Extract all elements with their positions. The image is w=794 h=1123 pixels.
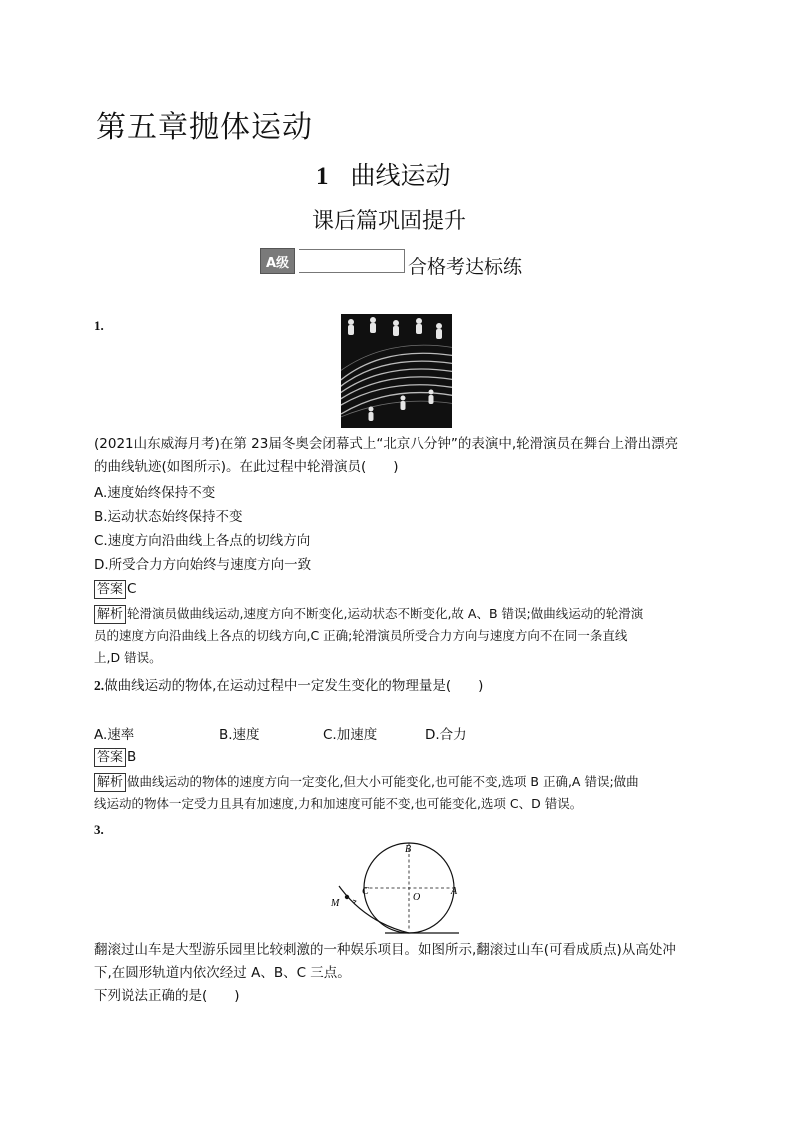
explanation-tag: 解析 — [94, 773, 126, 792]
section-number: 1 — [316, 163, 329, 190]
question-3-stem-line-2: 下,在圆形轨道内依次经过 A、B、C 三点。 — [94, 965, 351, 981]
question-1-option-b: B.运动状态始终保持不变 — [94, 509, 243, 525]
question-3-stem-line-1: 翻滚过山车是大型游乐园里比较刺激的一种娱乐项目。如图所示,翻滚过山车(可看成质点)从高处冲 — [94, 942, 676, 958]
skating-photo-image — [341, 314, 452, 428]
answer-tag: 答案 — [94, 580, 126, 599]
question-3-stem-line-3: 下列说法正确的是( ) — [94, 988, 240, 1004]
label-o: O — [413, 892, 421, 903]
level-header — [260, 248, 523, 278]
question-3-number: 3. — [94, 822, 104, 837]
answer-tag: 答案 — [94, 748, 126, 767]
label-a: A — [451, 886, 458, 897]
question-1-option-c: C.速度方向沿曲线上各点的切线方向 — [94, 533, 311, 549]
question-1-explanation-line-3: 上,D 错误。 — [94, 650, 162, 665]
question-2-option-c: C.加速度 — [323, 727, 378, 743]
question-1-answer — [94, 578, 136, 600]
question-2-stem: 做曲线运动的物体,在运动过程中一定发生变化的物理量是( ) — [104, 678, 484, 694]
question-2 — [94, 675, 483, 697]
question-2-explanation — [94, 771, 716, 815]
question-2-answer — [94, 746, 136, 768]
label-m: M — [331, 898, 340, 909]
question-2-explanation-line-2: 线运动的物体一定受力且具有加速度,力和加速度可能不变,也可能变化,选项 C、D 错误。 — [94, 796, 583, 811]
question-2-option-d: D.合力 — [425, 727, 467, 743]
question-1-option-d: D.所受合力方向始终与速度方向一致 — [94, 557, 312, 573]
level-badge: A级 — [260, 248, 295, 274]
question-1-stem — [94, 433, 716, 479]
cart-point — [345, 895, 349, 899]
question-2-answer-value: B — [127, 749, 137, 765]
question-1-number: 1. — [94, 318, 104, 333]
chapter-title: 第五章抛体运动 — [96, 110, 313, 145]
question-1-explanation-text-1: 轮滑演员做曲线运动,速度方向不断变化,运动状态不断变化,故 A、B 错误;做曲线运动的轮滑演 — [127, 606, 644, 621]
section-heading — [316, 156, 451, 192]
question-2-option-b: B.速度 — [219, 727, 260, 743]
question-2-option-a: A.速率 — [94, 727, 135, 743]
question-2-explanation-text-1: 做曲线运动的物体的速度方向一定变化,但大小可能变化,也可能不变,选项 B 正确,A 错误;做曲 — [127, 774, 639, 789]
question-1-answer-value: C — [127, 581, 137, 597]
question-3-stem — [94, 939, 716, 1008]
question-1-stem-line-1: (2021山东威海月考)在第 23届冬奥会闭幕式上“北京八分钟”的表演中,轮滑演员在舞台上滑出漂亮 — [94, 436, 679, 452]
section-title: 曲线运动 — [350, 161, 451, 190]
question-2-explanation-line-1 — [94, 771, 716, 793]
subtitle: 课后篇巩固提升 — [312, 209, 467, 234]
question-1-explanation-line-2: 员的速度方向沿曲线上各点的切线方向,C 正确;轮滑演员所受合力方向与速度方向不在同一条直线 — [94, 628, 628, 643]
label-b: B — [405, 844, 412, 855]
roller-coaster-diagram — [325, 838, 475, 934]
explanation-tag: 解析 — [94, 605, 126, 624]
question-1-stem-line-2: 的曲线轨迹(如图所示)。在此过程中轮滑演员( ) — [94, 459, 399, 475]
level-badge-underline — [299, 249, 405, 273]
level-label: 合格考达标练 — [408, 255, 523, 278]
question-1-explanation — [94, 603, 716, 669]
label-c: C — [362, 886, 369, 897]
question-1-explanation-line-1 — [94, 603, 716, 625]
question-1-option-a: A.速度始终保持不变 — [94, 485, 216, 501]
skating-photo — [341, 314, 452, 428]
question-2-number: 2. — [94, 678, 105, 693]
entry-track — [339, 886, 409, 933]
